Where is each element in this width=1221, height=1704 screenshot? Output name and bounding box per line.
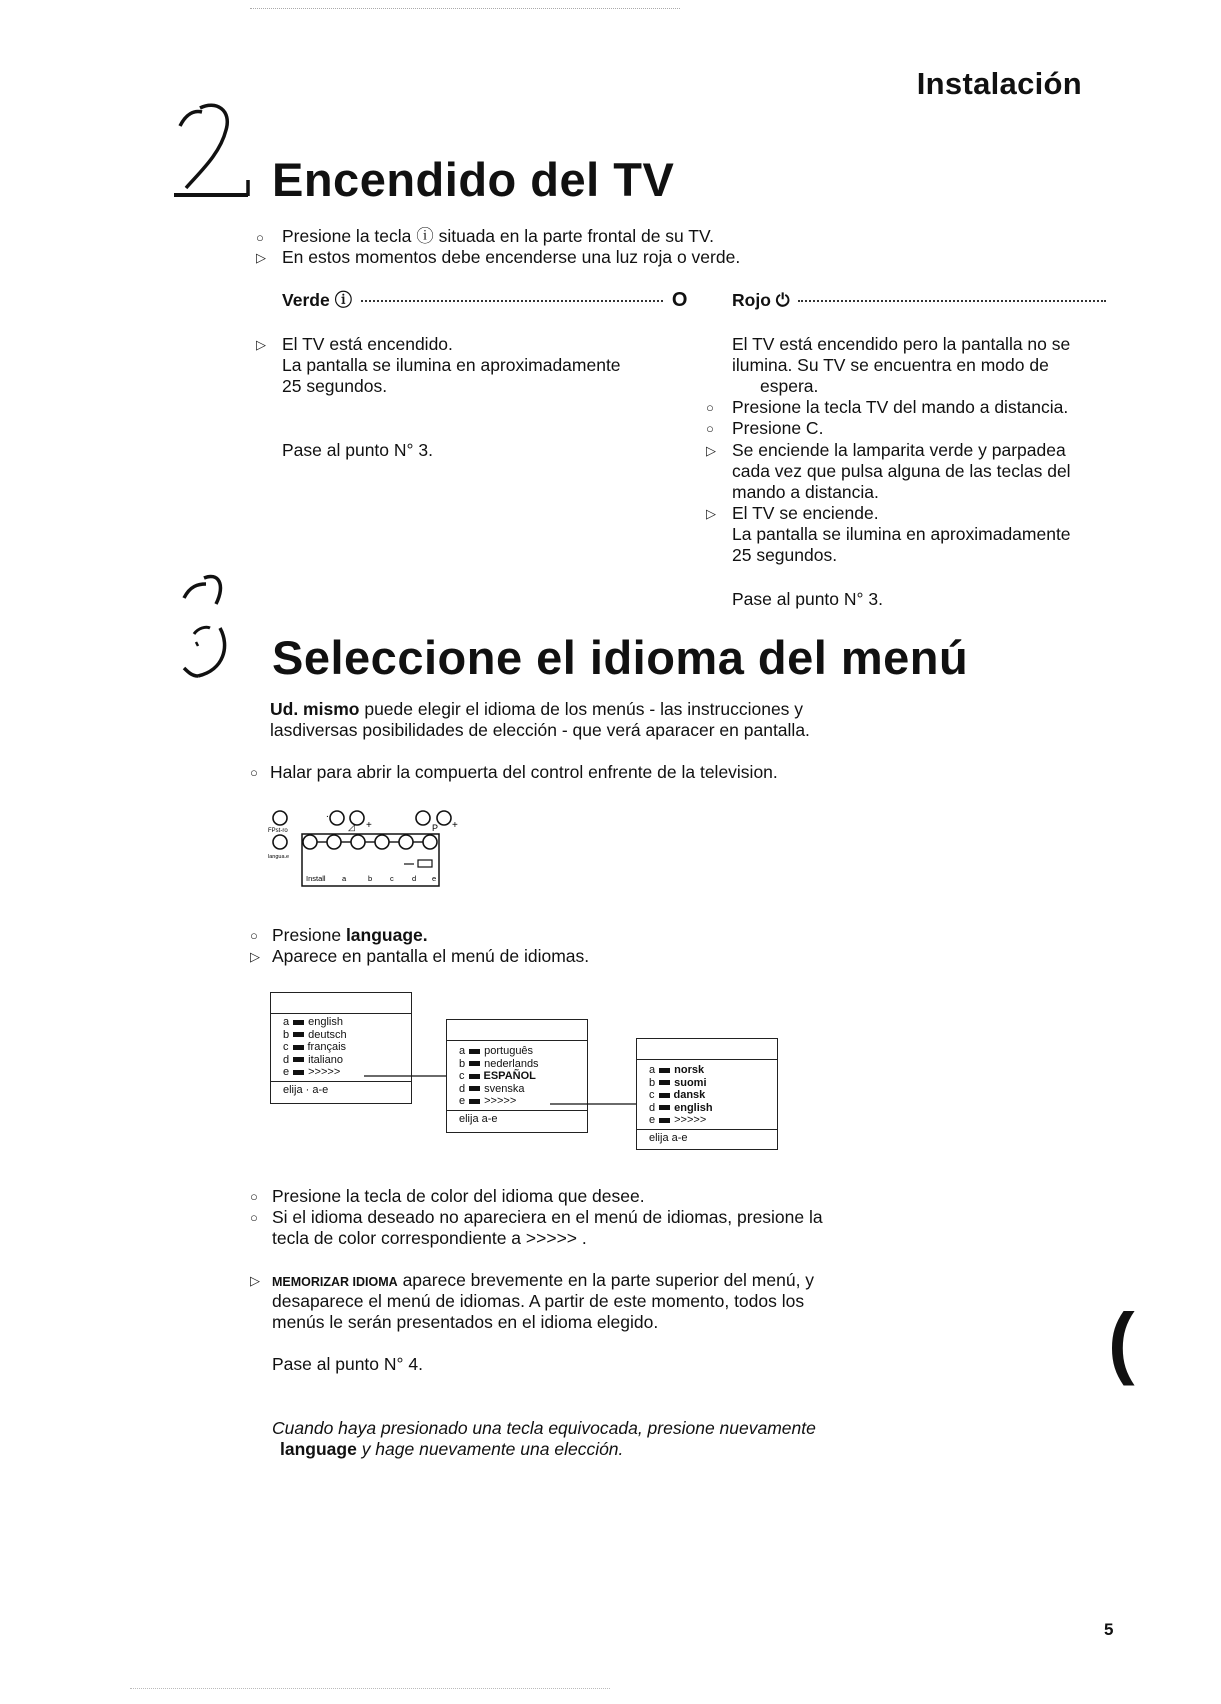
panel-button-icon — [437, 811, 451, 825]
triangle-bullet-icon: ▷ — [250, 949, 260, 964]
after-line-3: tecla de color correspondiente a >>>>> . — [272, 1228, 587, 1248]
step3-intro-2: lasdiversas posibilidades de elección - que verá aparacer en pantalla. — [270, 720, 810, 740]
step3-intro-1: Ud. mismo puede elegir el idioma de los menús - las instrucciones y — [270, 699, 804, 719]
note-line-1: Cuando haya presionado una tecla equivocada, presione nuevamente — [272, 1418, 816, 1438]
color-key-icon — [659, 1105, 670, 1110]
panel-letter: c — [390, 874, 394, 883]
step-3-number — [178, 572, 260, 682]
svg-text:.: . — [326, 809, 329, 820]
triangle-bullet-icon: ▷ — [256, 337, 266, 352]
panel-letter: b — [368, 874, 373, 883]
menu-footer: elija a-e — [637, 1129, 777, 1148]
memo-line-2: desaparece el menú de idiomas. A partir de este momento, todos los — [272, 1291, 805, 1311]
svg-text:+: + — [366, 820, 372, 831]
scan-noise-bottom — [130, 1688, 610, 1689]
menu-item: d english — [649, 1101, 713, 1114]
menu-item: b deutsch — [283, 1028, 347, 1041]
section-header: Instalación — [916, 66, 1082, 101]
rojo-step-4c: 25 segundos. — [732, 545, 838, 565]
menu-appears: Aparece en pantalla el menú de idiomas. — [272, 946, 590, 966]
step-2-title: Encendido del TV — [272, 153, 675, 206]
menu-item: e >>>>> — [283, 1066, 341, 1078]
rojo-line-2: ilumina. Su TV se encuentra en modo de — [732, 355, 1049, 375]
rojo-step-3b: cada vez que pulsa alguna de las teclas del — [732, 461, 1071, 481]
volume-mark: ◿ — [348, 822, 355, 832]
verde-goto: Pase al punto N° 3. — [282, 440, 433, 460]
panel-install-label: Install — [306, 874, 326, 883]
color-key-icon — [293, 1045, 304, 1050]
panel-letter: d — [412, 874, 417, 883]
panel-letter: e — [432, 874, 437, 883]
control-panel-diagram — [268, 802, 478, 888]
program-mark: P — [432, 823, 439, 833]
triangle-bullet-icon: ▷ — [706, 443, 716, 458]
circle-bullet-icon: ○ — [706, 400, 714, 415]
verde-end-mark: O — [671, 289, 688, 311]
step-2-number — [172, 100, 264, 204]
press-language: Presione language. — [272, 925, 428, 945]
margin-parenthesis: ( — [1108, 1297, 1135, 1386]
triangle-bullet-icon: ▷ — [706, 506, 716, 521]
page-number: 5 — [1104, 1620, 1114, 1639]
circle-bullet-icon: ○ — [250, 1189, 258, 1204]
rojo-step-3c: mando a distancia. — [732, 482, 879, 502]
panel-button-icon — [330, 811, 344, 825]
step3-goto: Pase al punto N° 4. — [272, 1354, 423, 1374]
intro-line-1: Presione la tecla ⓘ situada en la parte frontal de su TV. — [282, 226, 714, 246]
color-key-icon — [293, 1032, 304, 1037]
menu-item: e >>>>> — [459, 1095, 517, 1107]
menu-item: b nederlands — [459, 1057, 539, 1070]
triangle-bullet-icon: ▷ — [256, 250, 266, 265]
color-key-icon — [469, 1061, 480, 1066]
panel-button-icon — [273, 811, 287, 825]
rojo-step-2: Presione C. — [732, 418, 824, 438]
menu-item: c ESPAÑOL — [459, 1070, 536, 1082]
color-key-icon — [469, 1049, 480, 1054]
color-key-icon — [659, 1080, 670, 1085]
panel-button-icon — [416, 811, 430, 825]
scan-noise-top — [250, 8, 680, 9]
verde-line-3: 25 segundos. — [282, 376, 388, 396]
panel-label-1: FPst-ro — [268, 828, 288, 834]
triangle-bullet-icon: ▷ — [250, 1273, 260, 1288]
menu-connector-lines — [330, 1070, 650, 1110]
menu-item: a english — [283, 1016, 343, 1028]
rojo-line-3: espera. — [760, 376, 819, 396]
memo-line-3: menús le serán presentados en el idioma elegido. — [272, 1312, 659, 1332]
language-menu-3 — [636, 1038, 778, 1150]
menu-item: b suomi — [649, 1076, 707, 1089]
circle-bullet-icon: ○ — [250, 765, 258, 780]
standby-symbol-icon: ⏻ — [775, 290, 790, 310]
circle-bullet-icon: ○ — [256, 230, 264, 245]
color-key-icon — [659, 1118, 670, 1123]
memo-line-1: MEMORIZAR IDIOMA aparece brevemente en la parte superior del menú, y — [272, 1270, 815, 1290]
verde-line-1: El TV está encendido. — [282, 334, 453, 354]
rojo-line-1: El TV está encendido pero la pantalla no se — [732, 334, 1071, 354]
svg-text:+: + — [452, 820, 458, 831]
rojo-step-4: El TV se enciende. — [732, 503, 879, 523]
menu-item: d svenska — [459, 1082, 525, 1095]
intro-line-2: En estos momentos debe encenderse una luz roja o verde. — [282, 247, 741, 267]
menu-item: a norsk — [649, 1064, 705, 1076]
rojo-step-4b: La pantalla se ilumina en aproximadamente — [732, 524, 1071, 544]
menu-item: c dansk — [649, 1089, 706, 1101]
rojo-step-3: Se enciende la lamparita verde y parpadea — [732, 440, 1066, 460]
circle-bullet-icon: ○ — [250, 1210, 258, 1225]
power-symbol-icon: ⓘ — [334, 290, 353, 310]
rojo-label: Rojo ⏻ — [732, 290, 1110, 312]
verde-line-2: La pantalla se ilumina en aproximadamente — [282, 355, 621, 375]
circle-bullet-icon: ○ — [706, 421, 714, 436]
color-key-icon — [659, 1093, 670, 1098]
panel-letter: a — [342, 874, 347, 883]
menu-item: d italiano — [283, 1053, 343, 1066]
language-button-icon — [273, 835, 287, 849]
open-panel-text: Halar para abrir la compuerta del control enfrente de la television. — [270, 762, 778, 782]
menu-item: a português — [459, 1045, 534, 1057]
verde-label: Verde ⓘ O — [282, 289, 688, 311]
menu-footer: elija a-e — [447, 1110, 587, 1129]
color-key-icon — [659, 1068, 670, 1073]
rojo-step-1: Presione la tecla TV del mando a distancia. — [732, 397, 1069, 417]
step-3-title: Seleccione el idioma del menú — [272, 631, 969, 684]
color-key-icon — [293, 1057, 304, 1062]
menu-item: e >>>>> — [649, 1114, 707, 1126]
note-line-2: language y hage nuevamente una elección. — [280, 1439, 624, 1459]
color-key-icon — [293, 1020, 304, 1025]
circle-bullet-icon: ○ — [250, 928, 258, 943]
color-key-icon — [293, 1070, 304, 1075]
rojo-goto: Pase al punto N° 3. — [732, 589, 883, 609]
after-line-2: Si el idioma deseado no apareciera en el menú de idiomas, presione la — [272, 1207, 823, 1227]
menu-item: c français — [283, 1041, 347, 1053]
panel-label-2: langua.e — [268, 854, 290, 860]
after-line-1: Presione la tecla de color del idioma que desee. — [272, 1186, 645, 1206]
menu-footer: elija · a-e — [271, 1081, 411, 1100]
